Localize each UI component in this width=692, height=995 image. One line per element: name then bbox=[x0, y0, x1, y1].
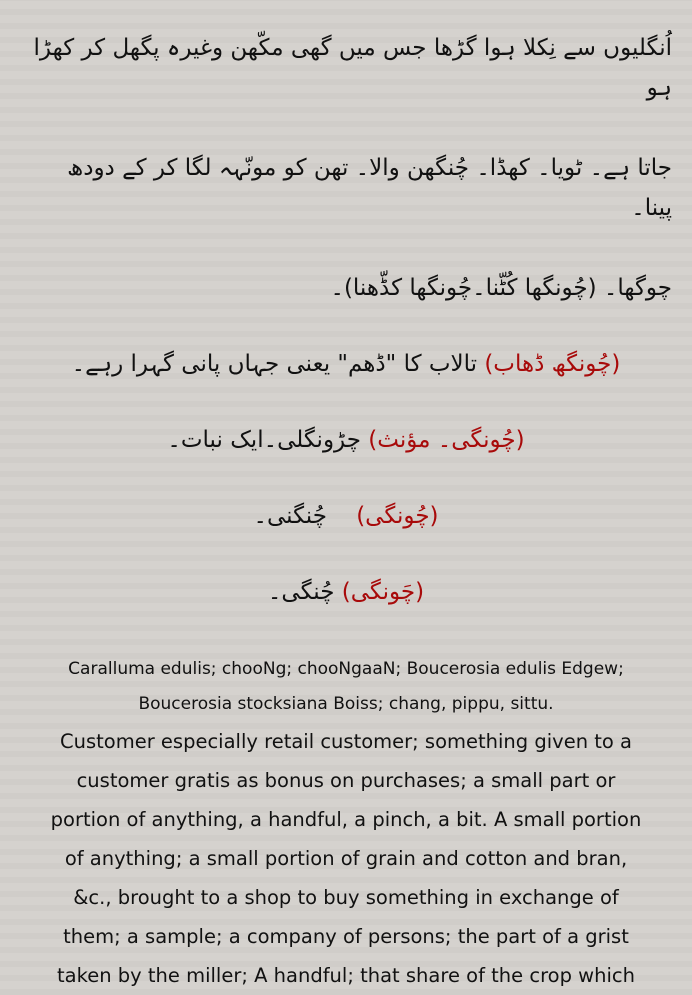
botanical-line: Caralluma edulis; chooNg; chooNgaaN; Boucerosia edulis Edgew; bbox=[68, 659, 624, 679]
english-definition-block bbox=[0, 648, 692, 995]
definition-line: portion of anything, a handful, a pinch, a bit. A small portion bbox=[50, 808, 642, 831]
botanical-line: Boucerosia stocksiana Boiss; chang, pippu, sittu. bbox=[138, 694, 554, 714]
urdu-entry bbox=[20, 344, 672, 384]
entry-definition: چُنگنی۔ bbox=[253, 503, 327, 529]
entry-headword: (چُونگھ ڈھاب) bbox=[484, 351, 621, 377]
definition-line: Customer especially retail customer; something given to a bbox=[60, 730, 632, 753]
definition-line: taken by the miller; A handful; that share of the crop which bbox=[57, 964, 635, 987]
entry-definition: چُنگی۔ bbox=[267, 579, 335, 605]
urdu-entry bbox=[20, 496, 672, 536]
entry-headword: (چُونگی۔ مؤنث) bbox=[368, 427, 525, 453]
definition-line: &c., brought to a shop to buy something in exchange of bbox=[73, 886, 619, 909]
urdu-line: اُنگلیوں سے نِکلا ہوا گڑھا جس میں گھی مکّھن وغیرہ پگھل کر کھڑا ہو bbox=[33, 35, 672, 101]
entry-definition: چڑونگلی۔ایک نبات۔ bbox=[167, 427, 361, 453]
urdu-line: چوگھا۔ (چُونگھا کُٹّنا۔چُونگھا کڈّھنا)۔ bbox=[330, 275, 672, 301]
definition-line: of anything; a small portion of grain and cotton and bran, bbox=[64, 847, 628, 870]
definition-line: them; a sample; a company of persons; the part of a grist bbox=[63, 925, 629, 948]
urdu-entry bbox=[20, 420, 672, 460]
urdu-line: جاتا ہے۔ ٹویا۔ کھڈا۔ چُنگھن والا۔ تھن کو مونّہہ لگا کر کے دودھ پینا۔ bbox=[67, 155, 672, 221]
entry-headword: (چُونگی) bbox=[356, 503, 439, 529]
definition-line: customer gratis as bonus on purchases; a small part or bbox=[76, 769, 616, 792]
entry-headword: (چَونگی) bbox=[341, 579, 425, 605]
entry-definition: تالاب کا "ڈھم" یعنی جہاں پانی گہرا رہے۔ bbox=[71, 351, 478, 377]
urdu-entry bbox=[20, 572, 672, 612]
